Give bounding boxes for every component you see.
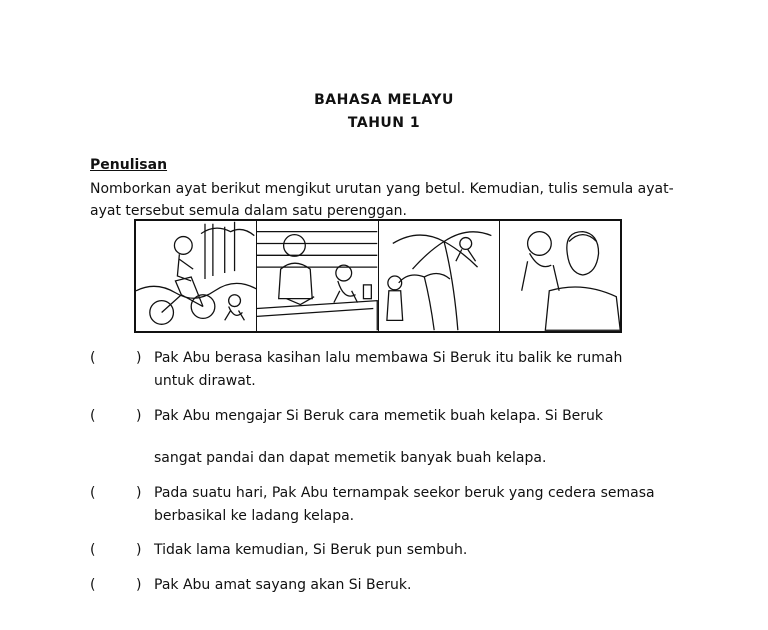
- instruction-line-2: ayat tersebut semula dalam satu perenggan.: [90, 203, 408, 219]
- answer-bracket-open: (: [90, 542, 96, 558]
- man-carrying-monkey-drawing: [500, 221, 620, 331]
- answer-bracket-close: ): [136, 408, 142, 424]
- sentence-line-1: Pak Abu mengajar Si Beruk cara memetik buah kelapa. Si Beruk: [154, 408, 604, 424]
- man-nursing-monkey-drawing: [257, 221, 377, 331]
- picture-panel-coconut-tree: [379, 221, 500, 331]
- picture-panel-bicycle: [136, 221, 257, 331]
- subject-title: BAHASA MELAYU: [314, 92, 454, 108]
- picture-sequence: [134, 219, 622, 333]
- picture-panel-man-with-monkey: [500, 221, 620, 331]
- sentence-line-1: Pak Abu berasa kasihan lalu membawa Si Beruk itu balik ke rumah: [154, 350, 623, 366]
- sentence-line-1: Pada suatu hari, Pak Abu ternampak seekor beruk yang cedera semasa: [154, 485, 655, 501]
- answer-bracket-open: (: [90, 408, 96, 424]
- monkey-climbing-coconut-drawing: [379, 221, 499, 331]
- answer-bracket-close: ): [136, 350, 142, 366]
- section-heading: Penulisan: [90, 157, 168, 173]
- year-title: TAHUN 1: [347, 115, 421, 131]
- sentence-line-2: untuk dirawat.: [154, 373, 256, 389]
- answer-bracket-close: ): [136, 577, 142, 593]
- sentence-line-2: sangat pandai dan dapat memetik banyak buah kelapa.: [154, 450, 547, 466]
- sentence-line-1: Pak Abu amat sayang akan Si Beruk.: [154, 577, 412, 593]
- answer-bracket-open: (: [90, 577, 96, 593]
- instruction-line-1: Nomborkan ayat berikut mengikut urutan yang betul. Kemudian, tulis semula ayat-: [90, 181, 674, 197]
- answer-bracket-open: (: [90, 350, 96, 366]
- answer-bracket-open: (: [90, 485, 96, 501]
- sentence-line-1: Tidak lama kemudian, Si Beruk pun sembuh.: [154, 542, 468, 558]
- boy-bicycle-monkey-drawing: [136, 221, 256, 331]
- answer-bracket-close: ): [136, 485, 142, 501]
- instruction-text: [90, 178, 680, 222]
- answer-bracket-close: ): [136, 542, 142, 558]
- picture-panel-home: [257, 221, 378, 331]
- sentence-line-2: berbasikal ke ladang kelapa.: [154, 508, 355, 524]
